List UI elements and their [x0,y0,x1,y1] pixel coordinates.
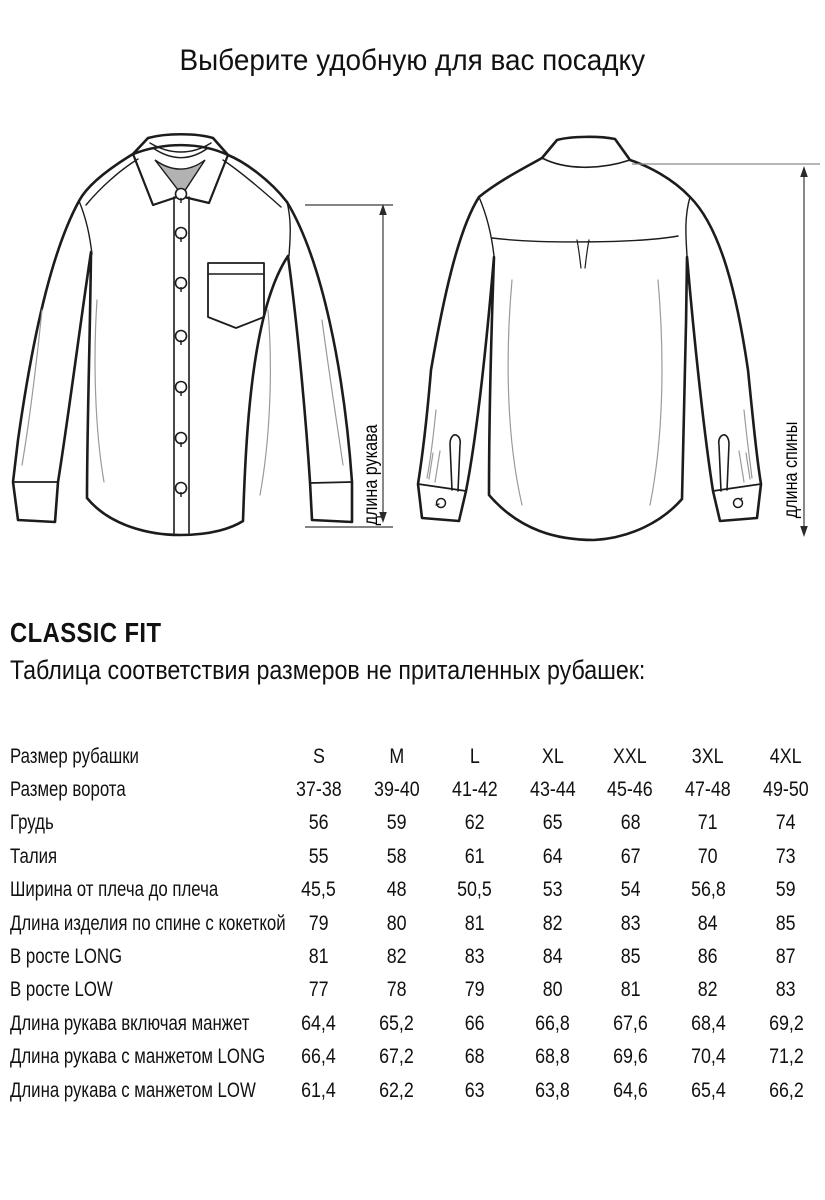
size-value: 82 [542,911,563,935]
row-label: Ширина от плеча до плеча [10,878,219,902]
size-value: 48 [386,878,407,902]
size-value: 86 [698,945,719,969]
size-value: 83 [464,945,485,969]
size-value: 58 [386,844,407,868]
size-value: 59 [776,878,796,902]
sleeve-length-label: длина рукава [359,424,382,526]
size-value: 53 [542,878,563,902]
size-value: 85 [776,911,796,935]
table-row [0,907,825,940]
size-value: 84 [698,911,719,935]
size-value: 62,2 [379,1078,415,1102]
size-value: 83 [776,978,796,1002]
table-row [0,874,825,907]
size-value: 81 [308,945,329,969]
size-value: 62 [464,811,485,835]
size-value: 85 [620,945,641,969]
size-value: 61,4 [301,1078,337,1102]
table-row [0,1041,825,1074]
table-caption: Таблица соответствия размеров не приталенных рубашек: [10,655,646,685]
row-label: Грудь [10,811,54,835]
size-value: 55 [308,844,329,868]
row-label: Размер рубашки [10,744,139,768]
size-value: 50,5 [457,878,492,902]
size-column-header: XL [541,744,564,768]
size-value: 82 [386,945,407,969]
size-value: 68 [464,1045,485,1069]
size-value: 77 [308,978,329,1002]
row-label: Длина рукава с манжетом LONG [10,1045,266,1069]
size-value: 64 [542,844,563,868]
size-value: 43-44 [529,778,576,802]
classic-fit-heading: CLASSIC FIT [10,617,162,648]
size-value: 84 [542,945,563,969]
size-value: 65,4 [690,1078,726,1102]
row-label: Длина рукава с манжетом LOW [10,1078,256,1102]
table-row [0,840,825,873]
size-value: 39-40 [373,778,420,802]
size-value: 80 [542,978,563,1002]
size-value: 41-42 [451,778,498,802]
size-column-header: L [469,744,480,768]
row-label: Размер ворота [10,778,126,802]
size-value: 63 [464,1078,485,1102]
size-value: 66,2 [768,1078,804,1102]
size-value: 56 [308,811,329,835]
size-value: 83 [620,911,641,935]
size-value: 70 [698,844,719,868]
size-value: 66,8 [535,1011,570,1035]
table-header-row [0,740,825,773]
size-value: 87 [776,945,796,969]
size-value: 70,4 [690,1045,726,1069]
size-value: 64,4 [301,1011,337,1035]
size-value: 79 [308,911,329,935]
size-value: 81 [620,978,641,1002]
size-value: 67 [620,844,641,868]
row-label: В росте LOW [10,978,113,1002]
size-value: 66,4 [301,1045,337,1069]
size-column-header: XXL [613,744,648,768]
size-value: 37-38 [296,778,342,802]
size-value: 65,2 [379,1011,415,1035]
size-value: 45,5 [301,878,337,902]
size-value: 71 [698,811,719,835]
size-value: 68 [620,811,641,835]
size-value: 61 [464,844,485,868]
size-column-header: 4XL [770,744,802,768]
table-row [0,1007,825,1040]
size-value: 73 [776,844,796,868]
size-value: 63,8 [535,1078,570,1102]
back-length-label: длина спины [779,421,802,519]
size-value: 68,8 [535,1045,570,1069]
table-row [0,807,825,840]
size-column-header: S [312,744,325,768]
size-value: 81 [464,911,485,935]
row-label: Талия [10,844,58,868]
size-value: 71,2 [768,1045,804,1069]
size-value: 80 [386,911,407,935]
row-label: В росте LONG [10,945,123,969]
size-value: 78 [386,978,407,1002]
size-value: 68,4 [690,1011,726,1035]
table-row [0,974,825,1007]
size-column-header: M [389,744,405,768]
size-value: 47-48 [685,778,731,802]
size-table [0,740,825,1107]
size-value: 49-50 [763,778,809,802]
size-value: 82 [698,978,719,1002]
size-value: 69,2 [768,1011,804,1035]
size-value: 54 [620,878,641,902]
row-label: Длина рукава включая манжет [10,1011,250,1035]
size-value: 67,6 [612,1011,648,1035]
table-row [0,940,825,973]
shirt-back-drawing [418,137,761,540]
table-row [0,773,825,806]
size-value: 79 [464,978,485,1002]
size-value: 67,2 [379,1045,415,1069]
size-column-header: 3XL [692,744,725,768]
size-value: 45-46 [607,778,654,802]
size-value: 74 [776,811,796,835]
shirt-front-back-drawing [0,110,825,590]
row-label: Длина изделия по спине с кокеткой [10,911,286,935]
shirt-diagrams [0,110,825,590]
page-title: Выберите удобную для вас посадку [179,44,646,77]
size-value: 69,6 [612,1045,648,1069]
table-row [0,1074,825,1107]
size-value: 66 [464,1011,485,1035]
size-value: 65 [542,811,563,835]
shirt-front-drawing [13,134,352,535]
size-value: 56,8 [690,878,726,902]
size-value: 64,6 [612,1078,648,1102]
size-value: 59 [386,811,407,835]
